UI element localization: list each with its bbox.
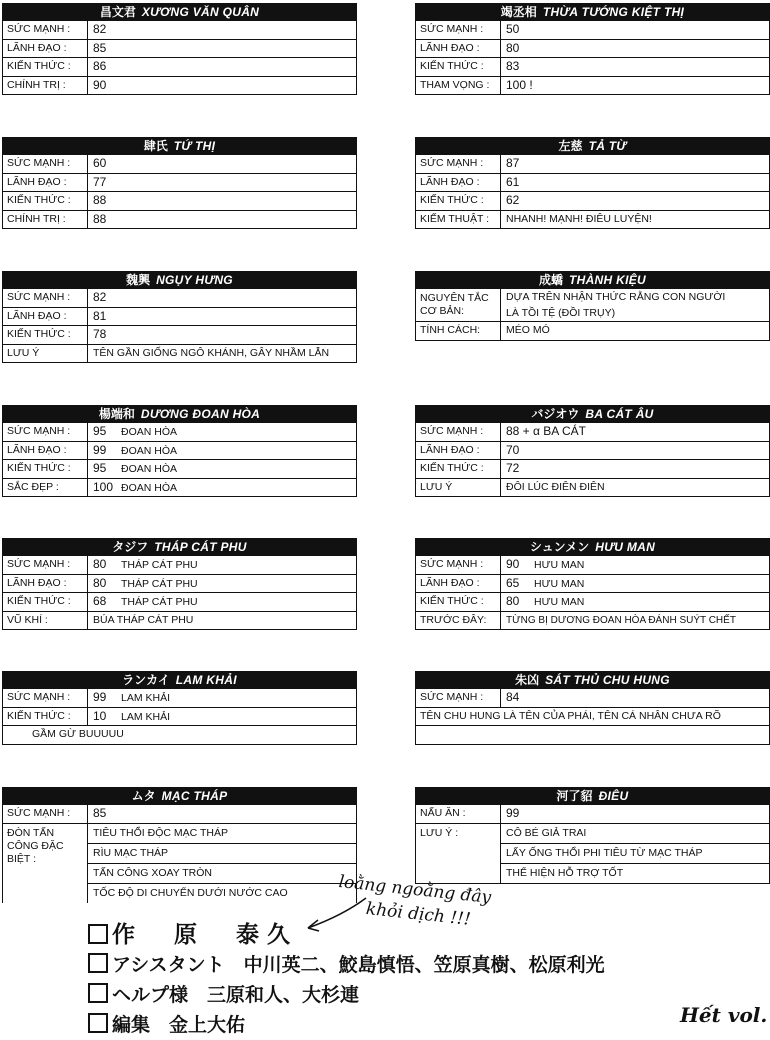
stat-label: VŨ KHÍ : xyxy=(3,612,88,630)
stat-value: 85 xyxy=(93,40,107,55)
stat-label: LƯU Ý xyxy=(416,479,501,497)
jp-name: 楊端和 xyxy=(98,407,135,421)
stat-value: 84 xyxy=(506,690,520,704)
stat-label: SỨC MẠNH : xyxy=(3,556,88,574)
note-item: THỂ HIỆN HỖ TRỢ TỐT xyxy=(506,866,624,879)
jp-name: バジオウ xyxy=(531,407,580,421)
stat-value: 62 xyxy=(506,193,520,207)
stat-label: KIẾN THỨC : xyxy=(416,460,501,478)
stat-label: KIẾN THỨC : xyxy=(3,593,88,611)
credit-text: アシスタント 中川英二、鮫島慎悟、笠原真樹、松原利光 xyxy=(112,954,605,976)
stat-value: 99 xyxy=(506,806,520,820)
card-chu-hung xyxy=(415,671,770,745)
stat-row xyxy=(416,593,769,612)
stat-value: MÉO MÓ xyxy=(506,324,550,336)
stat-row xyxy=(416,460,769,479)
card-duong-doan-hoa xyxy=(2,405,357,497)
stat-row xyxy=(416,575,769,594)
stat-label: NGUYÊN TẮC CƠ BẢN: xyxy=(416,289,501,321)
stat-value: 72 xyxy=(506,461,520,475)
vn-name: TẢ TỪ xyxy=(588,139,627,153)
stat-number: 90 xyxy=(506,557,520,571)
card-kiet-thi xyxy=(415,3,770,95)
stat-row xyxy=(3,612,356,630)
stat-row xyxy=(416,805,769,824)
stat-row xyxy=(3,423,356,442)
stat-label: KIẾN THỨC : xyxy=(416,192,501,210)
stat-label: SỨC MẠNH : xyxy=(416,21,501,39)
stat-row xyxy=(416,479,769,497)
stat-number: 68 xyxy=(93,594,107,608)
stat-row xyxy=(416,322,769,340)
stat-label: CHÍNH TRỊ : xyxy=(3,77,88,95)
stat-value: 88 xyxy=(93,211,107,226)
move-item: TẤN CÔNG XOAY TRÒN xyxy=(88,864,356,884)
checkbox-icon xyxy=(88,1013,108,1033)
stat-row xyxy=(416,77,769,95)
end-text: Hết vol. xyxy=(680,1003,768,1027)
stat-value: LÀ TỒI TỆ (ĐỒI TRỤY) xyxy=(506,307,616,319)
stat-row xyxy=(416,726,769,744)
card-header xyxy=(415,137,770,155)
card-dieu xyxy=(415,787,770,884)
card-header xyxy=(415,271,770,289)
stat-label: LƯU Ý xyxy=(3,345,88,363)
stat-row xyxy=(416,423,769,442)
stat-value: THÁP CÁT PHU xyxy=(121,596,198,608)
stat-value: ĐOAN HÒA xyxy=(121,481,178,494)
stat-value: 88 xyxy=(93,193,107,207)
stat-value: TÊN GẦN GIỐNG NGÔ KHÁNH, GÂY NHẦM LẪN xyxy=(93,346,330,359)
jp-name: 竭丞相 xyxy=(500,5,537,19)
stat-number: 99 xyxy=(93,690,107,704)
stat-value: HƯU MAN xyxy=(534,596,585,608)
jp-name: 左慈 xyxy=(558,139,583,153)
stat-row xyxy=(3,708,356,727)
stat-label: LÃNH ĐẠO : xyxy=(416,442,501,460)
stat-value: 87 xyxy=(506,156,520,170)
stat-row xyxy=(3,689,356,708)
stat-label: LÃNH ĐẠO : xyxy=(416,174,501,192)
stat-label: SỨC MẠNH : xyxy=(3,155,88,173)
vn-name: THỪA TƯỚNG KIỆT THỊ xyxy=(542,5,685,19)
stat-row xyxy=(3,575,356,594)
card-ta-tu xyxy=(415,137,770,229)
card-header xyxy=(415,538,770,556)
jp-name: 朱凶 xyxy=(515,673,540,687)
stat-label: TRƯỚC ĐÂY: xyxy=(416,612,501,630)
card-header xyxy=(2,271,357,289)
card-header xyxy=(415,787,770,805)
stat-value: 82 xyxy=(93,22,107,36)
stat-row xyxy=(3,289,356,308)
stat-label: TÍNH CÁCH: xyxy=(416,322,501,340)
stat-value: HƯU MAN xyxy=(534,559,585,571)
jp-name: 昌文君 xyxy=(99,5,136,19)
stat-label: KIẾN THỨC : xyxy=(3,58,88,76)
stat-row xyxy=(3,326,356,345)
stat-row xyxy=(3,192,356,211)
stat-number: 80 xyxy=(93,575,107,590)
stat-value: LAM KHẢI xyxy=(121,692,171,704)
credit-author xyxy=(88,920,605,950)
stat-value: THÁP CÁT PHU xyxy=(121,559,198,571)
stat-label: LÃNH ĐẠO : xyxy=(3,174,88,192)
stat-value: ĐOAN HÒA xyxy=(121,463,178,475)
credits xyxy=(88,920,605,1040)
card-header xyxy=(2,671,357,689)
vn-name: LAM KHẢI xyxy=(175,673,237,687)
stat-value: TÊN CHU HUNG LÀ TÊN CỦA PHÁI, TÊN CÁ NHÂN CHƯA RÕ xyxy=(420,709,721,722)
stat-row xyxy=(3,211,356,229)
stat-row xyxy=(3,556,356,575)
vn-name: XƯƠNG VĂN QUÂN xyxy=(141,5,260,19)
stat-value: NHANH! MẠNH! ĐIÊU LUYỆN! xyxy=(506,212,652,225)
stat-label: SỨC MẠNH : xyxy=(3,805,88,823)
jp-name: タジフ xyxy=(112,540,149,554)
stat-row xyxy=(416,192,769,211)
stat-row xyxy=(3,805,356,824)
credit-editor xyxy=(88,1010,605,1040)
stat-label: SỨC MẠNH : xyxy=(3,21,88,39)
stat-row xyxy=(3,593,356,612)
vn-name: THÀNH KIỆU xyxy=(569,273,646,287)
stat-value: BÚA THÁP CÁT PHU xyxy=(93,613,194,626)
stat-row xyxy=(416,174,769,193)
stat-number: 95 xyxy=(93,461,107,475)
stat-label: KIẾM THUẬT : xyxy=(416,211,501,229)
stat-row xyxy=(416,442,769,461)
stat-value: TỪNG BỊ DƯƠNG ĐOAN HÒA ĐÁNH SUÝT CHẾT xyxy=(506,614,736,626)
stat-row xyxy=(416,708,769,727)
stat-number: 100 xyxy=(93,479,114,494)
credit-assistants xyxy=(88,950,605,980)
stat-value: 100 ! xyxy=(506,77,533,92)
note-line: loằng ngoằng đây xyxy=(337,871,493,908)
stat-value: 85 xyxy=(93,806,107,820)
stat-label: KIẾN THỨC : xyxy=(416,58,501,76)
stat-value: ĐÔI LÚC ĐIÊN ĐIÊN xyxy=(506,480,605,493)
credit-text: ヘルプ様 三原和人、大杉連 xyxy=(112,984,360,1006)
vn-name: BA CÁT ÂU xyxy=(585,407,654,421)
stat-label: KIẾN THỨC : xyxy=(3,192,88,210)
stat-value: 80 xyxy=(506,40,520,55)
stat-value: 60 xyxy=(93,156,107,170)
stat-value: DỰA TRÊN NHẬN THỨC RẰNG CON NGƯỜI xyxy=(506,291,726,303)
card-header xyxy=(2,405,357,423)
stat-value: 78 xyxy=(93,327,107,341)
vn-name: DƯƠNG ĐOAN HÒA xyxy=(140,407,261,421)
card-huu-man xyxy=(415,538,770,630)
stat-label: SỨC MẠNH : xyxy=(3,689,88,707)
checkbox-icon xyxy=(88,924,108,944)
stat-value: 70 xyxy=(506,442,520,457)
vn-name: SÁT THỦ CHU HUNG xyxy=(545,673,670,687)
stat-number: 80 xyxy=(506,594,520,608)
move-item: TỐC ĐỘ DI CHUYỂN DƯỚI NƯỚC CAO xyxy=(93,886,288,899)
stat-value: THÁP CÁT PHU xyxy=(121,577,198,590)
stat-label: CHÍNH TRỊ : xyxy=(3,211,88,229)
stat-label: SỨC MẠNH : xyxy=(3,289,88,307)
card-tu-thi xyxy=(2,137,357,229)
card-mac-thap xyxy=(2,787,357,903)
stat-row xyxy=(416,289,769,322)
stat-label: LÃNH ĐẠO : xyxy=(3,40,88,58)
stat-label: SỨC MẠNH : xyxy=(416,689,501,707)
stat-value: GẦM GỪ BUUUUU xyxy=(32,728,124,740)
stat-label: KIẾN THỨC : xyxy=(3,326,88,344)
stat-label: LÃNH ĐẠO : xyxy=(3,575,88,593)
stat-value: 50 xyxy=(506,22,520,36)
stat-number: 10 xyxy=(93,708,107,723)
stat-label: KIẾN THỨC : xyxy=(3,708,88,726)
vn-name: TỨ THỊ xyxy=(173,139,216,153)
vn-name: ĐIÊU xyxy=(598,789,629,803)
jp-name: 魏興 xyxy=(126,273,151,287)
stat-value: HƯU MAN xyxy=(534,577,585,590)
stat-label: KIẾN THỨC : xyxy=(416,593,501,611)
stat-value: ĐOAN HÒA xyxy=(121,426,178,438)
stat-row xyxy=(416,40,769,59)
stat-value: 81 xyxy=(93,308,107,323)
stat-label: KIẾN THỨC : xyxy=(3,460,88,478)
stat-label: ĐÒN TẤN CÔNG ĐẶC BIỆT : xyxy=(3,824,88,903)
checkbox-icon xyxy=(88,953,108,973)
stat-row xyxy=(3,174,356,193)
stat-label: LÃNH ĐẠO : xyxy=(416,575,501,593)
card-thanh-kieu xyxy=(415,271,770,341)
stat-row xyxy=(3,40,356,59)
stat-row xyxy=(416,155,769,174)
vn-name: HƯU MAN xyxy=(595,540,656,554)
stat-value: 77 xyxy=(93,174,107,189)
card-header xyxy=(415,3,770,21)
stat-row xyxy=(416,21,769,40)
stat-label: SẮC ĐẸP : xyxy=(3,479,88,497)
stat-row xyxy=(3,155,356,174)
card-header xyxy=(2,137,357,155)
move-item: RÌU MẠC THÁP xyxy=(88,844,356,864)
card-header xyxy=(415,405,770,423)
stat-number: 99 xyxy=(93,442,107,457)
jp-name: ランカイ xyxy=(122,673,170,687)
stat-label: LÃNH ĐẠO : xyxy=(3,308,88,326)
stat-value: 90 xyxy=(93,77,107,92)
stat-row xyxy=(416,556,769,575)
stat-row xyxy=(3,460,356,479)
stat-label: SỨC MẠNH : xyxy=(3,423,88,441)
stat-row xyxy=(416,612,769,630)
note-item: CÔ BÉ GIẢ TRAI xyxy=(501,824,769,844)
card-xuong-van-quan xyxy=(2,3,357,95)
stat-row xyxy=(3,726,356,744)
stat-value: LAM KHẢI xyxy=(121,710,171,723)
card-header xyxy=(2,787,357,805)
stat-value: 88 + α BA CÁT xyxy=(506,424,586,438)
note-line: khỏi dịch !!! xyxy=(365,898,472,930)
card-header xyxy=(2,538,357,556)
stat-row xyxy=(3,58,356,77)
stat-value: 83 xyxy=(506,59,520,73)
stat-row xyxy=(3,442,356,461)
vn-name: THÁP CÁT PHU xyxy=(154,540,247,554)
jp-name: シュンメン xyxy=(529,540,590,554)
stat-label: SỨC MẠNH : xyxy=(416,556,501,574)
stat-row xyxy=(3,479,356,497)
stat-row xyxy=(3,21,356,40)
notes xyxy=(416,824,769,883)
card-lam-khai xyxy=(2,671,357,745)
stat-label: LÃNH ĐẠO : xyxy=(416,40,501,58)
jp-name: ムタ xyxy=(131,789,156,803)
jp-name: 成蟜 xyxy=(538,273,563,287)
credit-text: 作 原 泰久 xyxy=(112,921,298,948)
stat-label: SỨC MẠNH : xyxy=(416,155,501,173)
jp-name: 肆氏 xyxy=(143,139,168,153)
stat-row xyxy=(3,77,356,95)
move-item: TIÊU THỔI ĐỘC MẠC THÁP xyxy=(88,824,356,844)
stat-label: NẤU ĂN : xyxy=(416,805,501,823)
card-thap-cat-phu xyxy=(2,538,357,630)
vn-name: MẠC THÁP xyxy=(161,789,228,803)
stat-value: 82 xyxy=(93,290,107,304)
stat-value xyxy=(416,726,769,744)
credit-text: 編集 金上大佑 xyxy=(112,1014,246,1036)
stat-value: ĐOAN HÒA xyxy=(121,444,178,457)
stat-row xyxy=(416,58,769,77)
stat-row xyxy=(3,308,356,327)
credit-help xyxy=(88,980,605,1010)
stat-row xyxy=(3,345,356,363)
jp-name: 河了貂 xyxy=(556,789,593,803)
vn-name: NGỤY HƯNG xyxy=(156,273,233,287)
checkbox-icon xyxy=(88,983,108,1003)
stat-number: 95 xyxy=(93,424,107,438)
note-item: LẤY ỐNG THỔI PHI TIÊU TỪ MẠC THÁP xyxy=(501,844,769,864)
stat-number: 80 xyxy=(93,557,107,571)
stat-row xyxy=(416,689,769,708)
stat-label: LÃNH ĐẠO : xyxy=(3,442,88,460)
stat-value: 61 xyxy=(506,174,520,189)
card-header xyxy=(2,3,357,21)
stat-number: 65 xyxy=(506,575,520,590)
stat-row xyxy=(416,211,769,229)
card-nguy-hung xyxy=(2,271,357,363)
stat-label: THAM VỌNG : xyxy=(416,77,501,95)
stat-value: 86 xyxy=(93,59,107,73)
card-ba-cat-au xyxy=(415,405,770,497)
card-header xyxy=(415,671,770,689)
stat-label: LƯU Ý : xyxy=(416,824,501,883)
stat-label: SỨC MẠNH : xyxy=(416,423,501,441)
